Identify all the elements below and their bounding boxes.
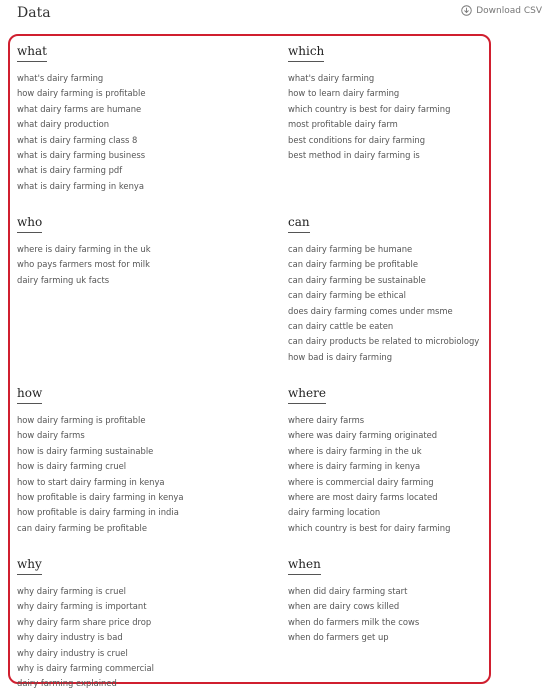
question-item[interactable]: can dairy farming be profitable bbox=[17, 522, 148, 533]
question-item[interactable]: how to start dairy farming in kenya bbox=[17, 476, 165, 487]
question-item[interactable]: how profitable is dairy farming in india bbox=[17, 507, 179, 518]
question-item[interactable]: how dairy farms bbox=[17, 430, 85, 441]
question-item[interactable]: how bad is dairy farming bbox=[288, 351, 393, 362]
question-item[interactable]: how profitable is dairy farming in kenya bbox=[17, 492, 184, 503]
question-list bbox=[288, 71, 489, 163]
question-item[interactable]: when do farmers get up bbox=[288, 632, 389, 643]
question-item[interactable]: what is dairy farming business bbox=[17, 150, 146, 161]
question-item[interactable]: can dairy farming be sustainable bbox=[288, 274, 426, 285]
download-csv-button[interactable] bbox=[461, 5, 542, 16]
question-item[interactable]: dairy farming location bbox=[288, 507, 381, 518]
question-groups-panel bbox=[8, 34, 491, 689]
question-list bbox=[288, 584, 489, 646]
question-item[interactable]: why dairy farming is important bbox=[17, 601, 147, 612]
question-item[interactable]: what is dairy farming in kenya bbox=[17, 180, 144, 191]
question-list bbox=[17, 584, 288, 692]
question-item[interactable]: what's dairy farming bbox=[288, 73, 375, 83]
question-item[interactable]: which country is best for dairy farming bbox=[288, 522, 451, 533]
group-title: which bbox=[288, 44, 324, 62]
question-list bbox=[288, 242, 489, 365]
question-item[interactable]: what dairy production bbox=[17, 119, 110, 130]
question-item[interactable]: what's dairy farming bbox=[17, 73, 104, 83]
question-list bbox=[17, 71, 288, 194]
question-item[interactable]: when do farmers milk the cows bbox=[288, 616, 420, 627]
page-title: Data bbox=[17, 5, 51, 21]
question-item[interactable]: can dairy farming be profitable bbox=[288, 259, 419, 270]
group-title: where bbox=[288, 386, 326, 404]
question-item[interactable]: how dairy farming is profitable bbox=[17, 88, 146, 99]
question-item[interactable]: why is dairy farming commercial bbox=[17, 663, 154, 674]
question-item[interactable]: most profitable dairy farm bbox=[288, 119, 398, 130]
question-item[interactable]: how to learn dairy farming bbox=[288, 88, 400, 99]
group-title: how bbox=[17, 386, 42, 404]
question-item[interactable]: where are most dairy farms located bbox=[288, 492, 438, 503]
question-group-how bbox=[17, 378, 288, 549]
question-item[interactable]: does dairy farming comes under msme bbox=[288, 305, 453, 316]
group-title: can bbox=[288, 215, 310, 233]
question-item[interactable]: best conditions for dairy farming bbox=[288, 134, 426, 145]
question-item[interactable]: why dairy industry is bad bbox=[17, 632, 123, 643]
question-list bbox=[17, 242, 288, 288]
question-item[interactable]: dairy farming explained bbox=[17, 678, 117, 689]
question-item[interactable]: why dairy farm share price drop bbox=[17, 616, 152, 627]
question-group-where bbox=[288, 378, 489, 549]
group-title: who bbox=[17, 215, 42, 233]
question-item[interactable]: how is dairy farming cruel bbox=[17, 461, 127, 472]
download-csv-label: Download CSV bbox=[476, 5, 542, 16]
question-item[interactable]: can dairy farming be ethical bbox=[288, 290, 406, 301]
question-item[interactable]: where is commercial dairy farming bbox=[288, 476, 434, 487]
question-item[interactable]: who pays farmers most for milk bbox=[17, 259, 150, 270]
group-title: why bbox=[17, 557, 42, 575]
question-item[interactable]: what is dairy farming class 8 bbox=[17, 134, 138, 145]
question-group-which bbox=[288, 36, 489, 207]
question-item[interactable]: where is dairy farming in kenya bbox=[288, 461, 421, 472]
question-list bbox=[288, 413, 489, 536]
question-item[interactable]: where is dairy farming in the uk bbox=[17, 244, 151, 254]
group-title: what bbox=[17, 44, 47, 62]
question-group-when bbox=[288, 549, 489, 692]
question-item[interactable]: why dairy industry is cruel bbox=[17, 647, 128, 658]
question-item[interactable]: where was dairy farming originated bbox=[288, 430, 438, 441]
download-icon bbox=[461, 5, 472, 16]
question-item[interactable]: how is dairy farming sustainable bbox=[17, 445, 154, 456]
question-item[interactable]: where is dairy farming in the uk bbox=[288, 445, 422, 456]
question-item[interactable]: which country is best for dairy farming bbox=[288, 103, 451, 114]
question-item[interactable]: what is dairy farming pdf bbox=[17, 165, 123, 176]
question-item[interactable]: can dairy products be related to microbiology bbox=[288, 336, 480, 347]
question-group-who bbox=[17, 207, 288, 378]
question-item[interactable]: what dairy farms are humane bbox=[17, 103, 142, 114]
group-title: when bbox=[288, 557, 321, 575]
question-item[interactable]: how dairy farming is profitable bbox=[17, 415, 146, 425]
question-item[interactable]: can dairy farming be humane bbox=[288, 244, 413, 254]
question-item[interactable]: best method in dairy farming is bbox=[288, 150, 420, 161]
question-item[interactable]: why dairy farming is cruel bbox=[17, 586, 126, 596]
question-item[interactable]: dairy farming uk facts bbox=[17, 274, 110, 285]
question-group-can bbox=[288, 207, 489, 378]
question-item[interactable]: can dairy cattle be eaten bbox=[288, 321, 394, 332]
question-item[interactable]: where dairy farms bbox=[288, 415, 365, 425]
question-groups-grid bbox=[17, 36, 489, 689]
question-list bbox=[17, 413, 288, 536]
question-group-what bbox=[17, 36, 288, 207]
question-group-why bbox=[17, 549, 288, 692]
question-item[interactable]: when did dairy farming start bbox=[288, 586, 408, 596]
question-item[interactable]: when are dairy cows killed bbox=[288, 601, 400, 612]
